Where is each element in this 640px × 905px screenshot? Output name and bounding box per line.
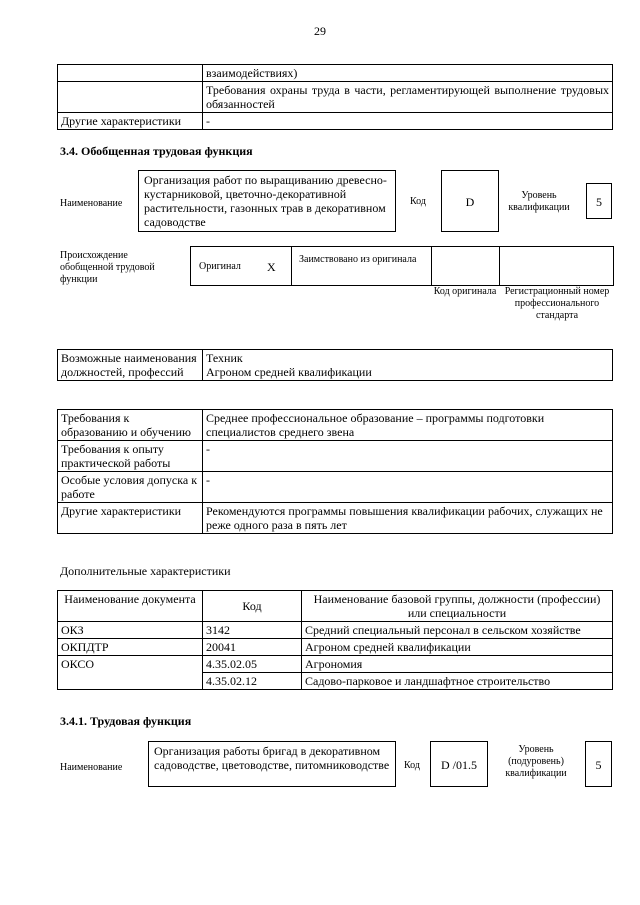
gtf-name: Организация работ по выращиванию древесно-кустарниковой, цветочно-декоративной растительности, газонных трав в декоративном садоводстве	[144, 173, 387, 229]
top-table-r2: Требования охраны труда в части, регламентирующей выполнение трудовых обязанностей	[203, 82, 613, 113]
row-code: 4.35.02.12	[203, 673, 302, 690]
level-value: 5	[596, 195, 602, 209]
tf-level-value: 5	[595, 758, 602, 772]
section-heading-3-4-1: 3.4.1. Трудовая функция	[60, 714, 192, 728]
tf-name: Организация работы бригад в декоративном садоводстве, цветоводстве, питомниководстве	[154, 744, 390, 772]
positions-value	[203, 350, 613, 381]
tf-name-box	[148, 741, 396, 787]
table-row	[58, 656, 613, 673]
code-orig-label: Код оригинала	[433, 286, 497, 297]
position-1: Техник	[206, 351, 243, 365]
origin-box	[190, 246, 614, 286]
tf-level-label: Уровень (подуровень) квалификации	[505, 744, 567, 779]
table-row	[58, 622, 613, 639]
tf-name-label: Наименование	[60, 762, 123, 773]
tf-code-value: D /01.5	[441, 758, 477, 772]
reg-num-label: Регистрационный номер профессионального стандарта	[504, 286, 610, 321]
gtf-name-box	[138, 170, 396, 232]
row-name: Садово-парковое и ландшафтное строительство	[302, 673, 613, 690]
row-name: Агрономия	[302, 656, 613, 673]
origin-label: Происхождение обобщенной трудовой функции	[60, 250, 155, 285]
row-doc: ОКСО	[58, 656, 203, 690]
borrowed-label: Заимствовано из оригинала	[299, 254, 417, 265]
additional-table	[57, 590, 613, 690]
row-name: Агроном средней квалификации	[302, 639, 613, 656]
level-label: Уровень квалификации	[508, 190, 570, 213]
req-label-2: Особые условия допуска к работе	[58, 472, 203, 503]
additional-title: Дополнительные характеристики	[60, 564, 231, 578]
original-mark: X	[267, 260, 276, 274]
top-table-r1: взаимодействиях)	[203, 65, 613, 82]
row-code: 4.35.02.05	[203, 656, 302, 673]
row-name: Средний специальный персонал в сельском хозяйстве	[302, 622, 613, 639]
req-value-0: Среднее профессиональное образование – программы подготовки специалистов среднего звена	[203, 410, 613, 441]
page-number: 29	[314, 24, 326, 38]
req-label-0: Требования к образованию и обучению	[58, 410, 203, 441]
tf-code-box	[430, 741, 488, 787]
requirements-table	[57, 409, 613, 534]
req-label-1: Требования к опыту практической работы	[58, 441, 203, 472]
divider	[431, 247, 432, 285]
additional-header-name: Наименование базовой группы, должности (профессии) или специальности	[302, 591, 613, 622]
positions-label: Возможные наименования должностей, профессий	[58, 350, 203, 381]
level-box	[586, 183, 612, 219]
code-box	[441, 170, 499, 232]
table-row	[58, 639, 613, 656]
row-doc: ОКЗ	[58, 622, 203, 639]
row-code: 20041	[203, 639, 302, 656]
req-value-1: -	[203, 441, 613, 472]
tf-code-label: Код	[404, 760, 420, 771]
code-label: Код	[410, 196, 426, 207]
positions-table	[57, 349, 613, 381]
divider	[291, 247, 292, 285]
section-heading-3-4: 3.4. Обобщенная трудовая функция	[60, 144, 253, 158]
additional-header-code: Код	[203, 591, 302, 622]
tf-level-box	[585, 741, 612, 787]
req-value-2: -	[203, 472, 613, 503]
name-label: Наименование	[60, 198, 123, 209]
original-label: Оригинал	[199, 261, 241, 272]
req-label-3: Другие характеристики	[58, 503, 203, 534]
additional-header-doc: Наименование документа	[58, 591, 203, 622]
divider	[499, 247, 500, 285]
position-2: Агроном средней квалификации	[206, 365, 372, 379]
top-table	[57, 64, 613, 130]
row-code: 3142	[203, 622, 302, 639]
row-doc: ОКПДТР	[58, 639, 203, 656]
top-table-r3-label: Другие характеристики	[58, 113, 203, 130]
top-table-r3-value: -	[203, 113, 613, 130]
req-value-3: Рекомендуются программы повышения квалификации рабочих, служащих не реже одного раза в пять лет	[203, 503, 613, 534]
code-value: D	[465, 195, 475, 209]
